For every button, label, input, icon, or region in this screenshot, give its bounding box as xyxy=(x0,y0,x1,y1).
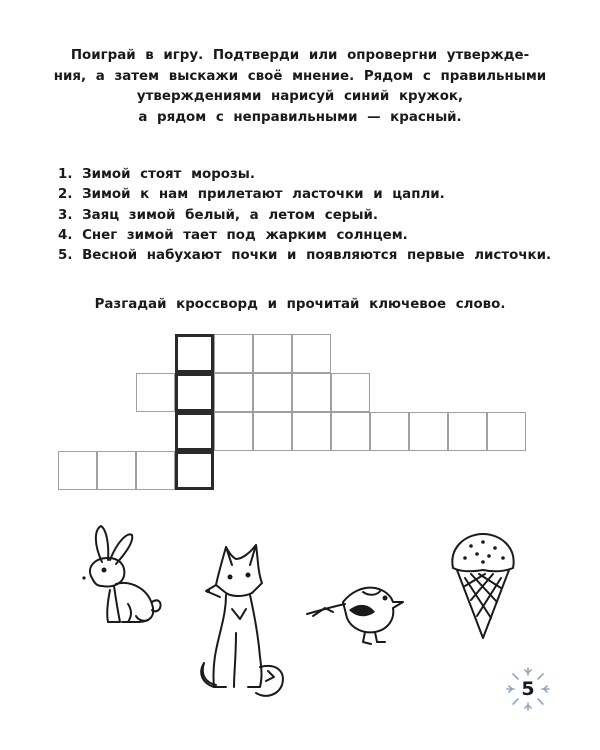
statement-item: 3. Заяц зимой белый, а летом серый. xyxy=(58,207,378,223)
crossword-cell[interactable] xyxy=(292,334,331,373)
page-number-badge xyxy=(505,666,551,712)
crossword-title: Разгадай кроссворд и прочитай ключевое слово. xyxy=(94,297,506,312)
crossword-cell[interactable] xyxy=(331,373,370,412)
crossword-key-cell[interactable] xyxy=(175,451,214,490)
crossword-cell[interactable] xyxy=(214,334,253,373)
crossword-cell[interactable] xyxy=(253,412,292,451)
instruction-line: утверждениями нарисуй синий кружок, xyxy=(136,89,464,104)
crossword-cell[interactable] xyxy=(292,373,331,412)
crossword-cell[interactable] xyxy=(253,334,292,373)
crossword-cell[interactable] xyxy=(58,451,97,490)
crossword-cell[interactable] xyxy=(97,451,136,490)
crossword-cell[interactable] xyxy=(370,412,409,451)
crossword-cell[interactable] xyxy=(487,412,526,451)
instruction-line: Поиграй в игру. Подтверди или опровергни утвержде- xyxy=(70,48,530,63)
crossword-cell[interactable] xyxy=(409,412,448,451)
bird-icon xyxy=(305,578,410,648)
crossword-cell[interactable] xyxy=(136,451,175,490)
page-number: 5 xyxy=(521,678,535,700)
statement-item: 2. Зимой к нам прилетают ласточки и цапли. xyxy=(58,187,445,203)
crossword-cell[interactable] xyxy=(214,373,253,412)
statement-item: 4. Снег зимой тает под жарким солнцем. xyxy=(58,227,408,243)
crossword-key-cell[interactable] xyxy=(175,373,214,412)
crossword-key-cell[interactable] xyxy=(175,412,214,451)
crossword-cell[interactable] xyxy=(448,412,487,451)
fox-icon xyxy=(196,537,296,707)
ice-cream-icon xyxy=(443,528,523,648)
statement-item: 5. Весной набухают почки и появляются первые листочки. xyxy=(58,248,552,264)
statements-list xyxy=(58,165,551,266)
crossword-cell[interactable] xyxy=(292,412,331,451)
task-instructions xyxy=(40,46,560,128)
crossword-cell[interactable] xyxy=(331,412,370,451)
instruction-line: ния, а затем выскажи своё мнение. Рядом с правильными xyxy=(53,68,547,84)
rabbit-icon xyxy=(72,520,172,630)
crossword-cell[interactable] xyxy=(214,412,253,451)
crossword-cell[interactable] xyxy=(253,373,292,412)
crossword-cell[interactable] xyxy=(136,373,175,412)
instruction-line: а рядом с неправильными — красный. xyxy=(138,109,462,125)
crossword-key-cell[interactable] xyxy=(175,334,214,373)
statement-item: 1. Зимой стоят морозы. xyxy=(58,167,255,182)
